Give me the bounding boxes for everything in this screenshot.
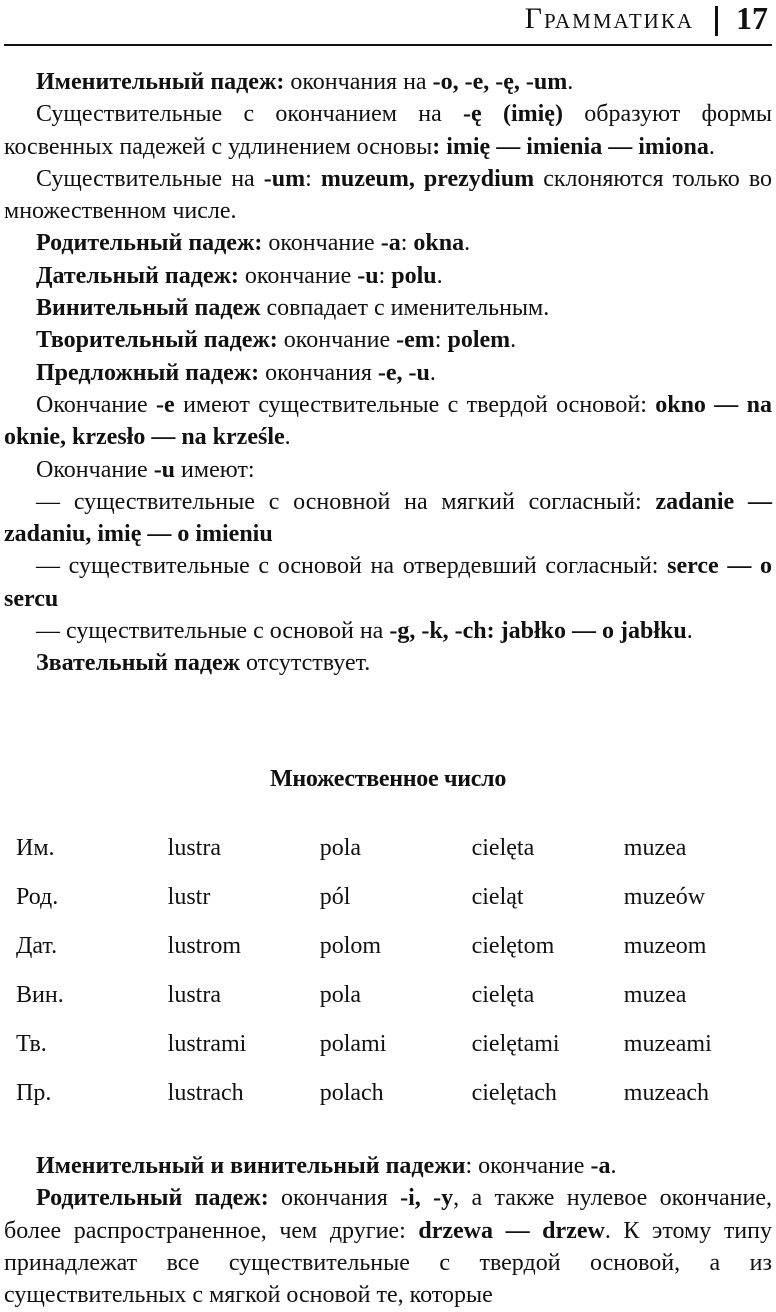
case-label: Вин. xyxy=(16,982,64,1008)
paragraph-e-nasal: Существительные с окончанием на -ę (imię) образуют формы косвенных падежей с удлинением основы: imię — imienia — imiona. xyxy=(4,101,772,160)
table-cell: polom xyxy=(319,933,382,959)
page-header xyxy=(0,0,776,48)
table-row xyxy=(16,1020,776,1069)
table-cell: muzea xyxy=(623,835,687,861)
list-item-soft: — существительные с основной на мягкий согласный: zadanie — zadaniu, imię — o imieniu xyxy=(4,488,772,548)
main-text xyxy=(4,66,772,680)
case-label: Род. xyxy=(16,884,59,910)
table-cell: cielętami xyxy=(471,1031,560,1057)
table-row xyxy=(16,922,776,971)
case-label: Дат. xyxy=(16,933,58,959)
page-number: 17 xyxy=(736,0,768,36)
case-label: Им. xyxy=(16,835,55,861)
table-cell: cielętach xyxy=(471,1080,557,1106)
table-cell: polami xyxy=(319,1031,387,1057)
table-cell: lustrom xyxy=(167,933,241,959)
table-cell: muzeami xyxy=(623,1031,712,1057)
table-row xyxy=(16,971,776,1020)
table-cell: lustra xyxy=(167,835,221,861)
running-title: Грамматика xyxy=(524,2,694,35)
table-cell: cielęta xyxy=(471,982,535,1008)
case-label: Тв. xyxy=(16,1031,47,1057)
paragraph-genitive: Родительный падеж: окончание -a: okna. xyxy=(36,230,471,257)
table-cell: cieląt xyxy=(471,884,524,910)
table-cell: cielętom xyxy=(471,933,555,959)
paragraph-vocative: Звательный падеж отсутствует. xyxy=(36,650,371,677)
table-cell: pól xyxy=(319,884,351,910)
paragraph-dative: Дательный падеж: окончание -u: polu. xyxy=(36,262,443,289)
header-separator xyxy=(715,6,718,36)
table-row xyxy=(16,1069,776,1118)
table-cell: lustra xyxy=(167,982,221,1008)
table-cell: lustrami xyxy=(167,1031,247,1057)
paragraph-accusative: Винительный падеж совпадает с именительным. xyxy=(36,295,550,322)
paragraph-nom-acc-plural: Именительный и винительный падежи: окончание -a. xyxy=(36,1153,617,1179)
table-cell: muzeów xyxy=(623,884,706,910)
table-row xyxy=(16,873,776,922)
table-cell: lustr xyxy=(167,884,211,910)
case-label: Пр. xyxy=(16,1080,52,1106)
section-heading: Множественное число xyxy=(269,766,507,792)
declension-table xyxy=(16,824,776,1118)
table-row xyxy=(16,824,776,873)
list-item-hardened: — существительные с основой на отвердевший согласный: serce — o sercu xyxy=(4,553,773,612)
table-cell: muzea xyxy=(623,982,687,1008)
paragraph-um: Существительные на -um: muzeum, prezydium склоняются только во множественном числе. xyxy=(4,165,773,225)
case-name: Именительный падеж: xyxy=(36,69,285,95)
plural-text xyxy=(4,1150,772,1311)
table-cell: muzeach xyxy=(623,1080,710,1106)
list-item-velar: — существительные с основой на -g, -k, -ch: jabłko — o jabłku. xyxy=(36,618,693,645)
paragraph-ending-u: Окончание -u имеют: xyxy=(36,456,255,483)
table-cell: pola xyxy=(319,835,362,861)
paragraph-instrumental: Творительный падеж: окончание -em: polem. xyxy=(36,327,517,354)
table-cell: muzeom xyxy=(623,933,707,959)
paragraph-gen-plural: Родительный падеж: окончания -i, -y, а также нулевое окончание, более распространенное, чем другие: drzewa — drzew. К этому типу принадлежат все существительные с твердой основой, а из существительных с мягкой основой те, которые xyxy=(4,1185,773,1309)
paragraph-locative: Предложный падеж: окончания -e, -u. xyxy=(36,359,436,386)
table-cell: pola xyxy=(319,982,362,1008)
header-rule xyxy=(4,44,772,46)
table-cell: lustrach xyxy=(167,1080,244,1106)
table-cell: polach xyxy=(319,1080,384,1106)
table-cell: cielęta xyxy=(471,835,535,861)
paragraph-nominative: Именительный падеж: окончания на -o, -e, -ę, -um. xyxy=(36,69,574,95)
paragraph-ending-e: Окончание -e имеют существительные с твердой основой: okno — na oknie, krzesło — na krześle. xyxy=(4,391,772,451)
